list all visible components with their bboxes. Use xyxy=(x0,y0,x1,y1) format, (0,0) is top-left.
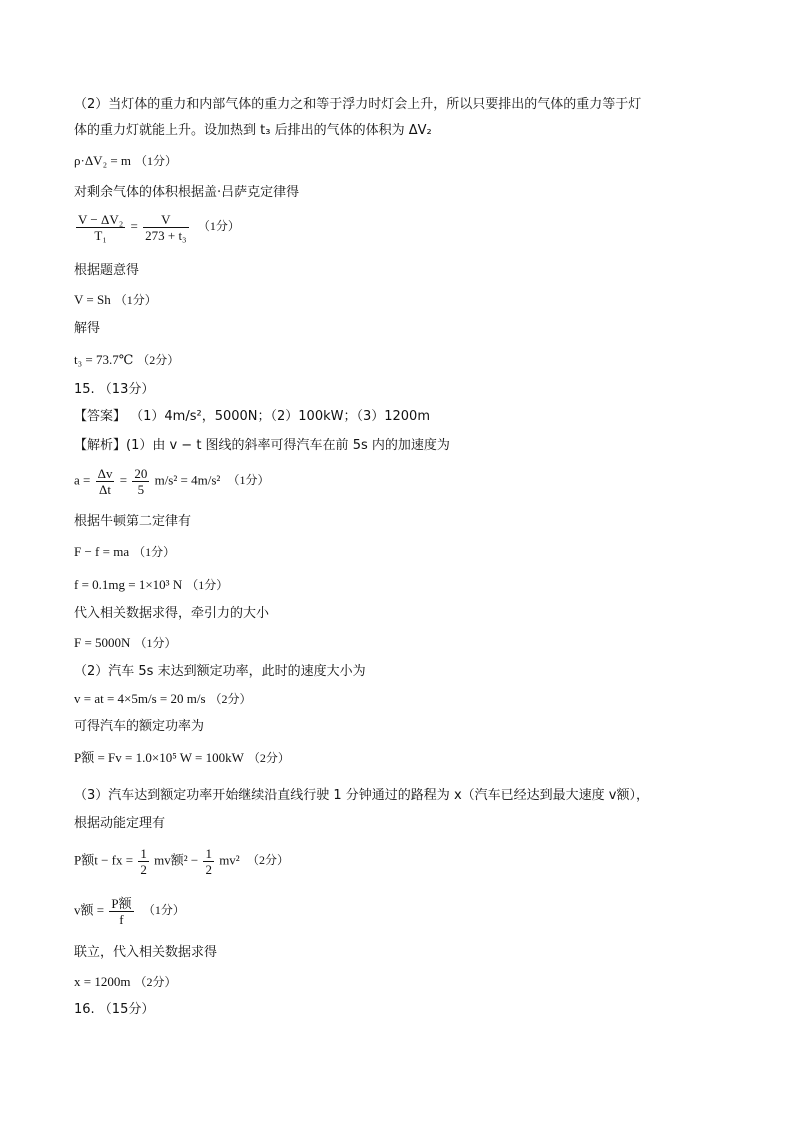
denominator: 273 + t₃ xyxy=(145,228,187,243)
score: （2分） xyxy=(209,692,252,706)
equation-prefix: P额t − fx = xyxy=(74,852,134,868)
fraction-left xyxy=(76,212,125,243)
fraction-20-5 xyxy=(132,466,149,497)
paragraph-2-line-1: （2）当灯体的重力和内部气体的重力之和等于浮力时灯会上升，所以只要排出的气体的重力等于灯 xyxy=(74,97,642,112)
numerator: 1 xyxy=(140,846,147,861)
numerator: V xyxy=(143,212,188,228)
score: （1分） xyxy=(133,545,176,559)
equation-suffix: m/s² = 4m/s² xyxy=(154,472,221,488)
numerator: Δv xyxy=(97,466,113,481)
text-part-2: （2）汽车 5s 末达到额定功率，此时的速度大小为 xyxy=(74,664,366,679)
equation-text: ρ·ΔV₂ = m xyxy=(74,153,132,168)
answer-line: 【答案】 （1）4m/s²，5000N；（2）100kW；（3）1200m xyxy=(74,409,430,424)
score: （1分） xyxy=(197,219,240,234)
fraction-dv-dt xyxy=(96,466,115,497)
equation-prefix: a = xyxy=(74,472,91,488)
equation-text: F − f = ma xyxy=(74,544,130,559)
numerator: P额 xyxy=(111,896,132,911)
numerator: 20 xyxy=(134,466,148,481)
equation-text: P额 = Fv = 1.0×10⁵ W = 100kW xyxy=(74,750,244,765)
equation-prefix: v额 = xyxy=(74,902,105,918)
paragraph-2-line-2: 体的重力灯就能上升。设加热到 t₃ 后排出的气体的体积为 ΔV₂ xyxy=(74,123,432,138)
equals-sign: = xyxy=(130,218,138,234)
equation-temperature xyxy=(74,351,179,369)
fraction-power-friction xyxy=(109,896,133,927)
equation-velocity xyxy=(74,690,252,708)
score: （1分） xyxy=(114,293,157,307)
equation-max-velocity xyxy=(74,896,185,927)
score: （2分） xyxy=(137,353,180,367)
score: （1分） xyxy=(135,154,178,168)
text-gay-lussac: 对剩余气体的体积根据盖·吕萨克定律得 xyxy=(74,185,300,200)
score: （2分） xyxy=(247,751,290,765)
equals-sign: = xyxy=(119,472,128,488)
text-combine: 联立，代入相关数据求得 xyxy=(74,945,218,960)
score: （2分） xyxy=(134,975,177,989)
text-traction: 代入相关数据求得，牵引力的大小 xyxy=(74,606,270,621)
equation-newton xyxy=(74,543,175,561)
equation-suffix: mv² xyxy=(219,852,240,868)
equation-text: x = 1200m xyxy=(74,974,131,989)
text-rated-power: 可得汽车的额定功率为 xyxy=(74,719,205,734)
score: （2分） xyxy=(246,853,289,868)
numerator: V − ΔV₂ xyxy=(78,212,124,227)
equation-text: v = at = 4×5m/s = 20 m/s xyxy=(74,691,206,706)
text-part-3: （3）汽车达到额定功率开始继续沿直线行驶 1 分钟通过的路程为 x（汽车已经达到最大速度 v额）， xyxy=(74,788,649,803)
score: （1分） xyxy=(142,903,185,918)
numerator: 1 xyxy=(205,846,212,861)
equation-friction xyxy=(74,576,228,594)
text-solve: 解得 xyxy=(74,321,101,336)
question-15-header: 15. （13分） xyxy=(74,382,155,397)
equation-distance xyxy=(74,973,176,991)
equation-acceleration xyxy=(74,466,270,497)
text-given: 根据题意得 xyxy=(74,263,140,278)
denominator: T₁ xyxy=(94,228,107,243)
equation-rated-power xyxy=(74,749,290,767)
equation-volume xyxy=(74,291,157,309)
text-kinetic-energy: 根据动能定理有 xyxy=(74,816,166,831)
equation-text: V = Sh xyxy=(74,292,111,307)
equation-kinetic-energy xyxy=(74,846,289,877)
equation-text: t₃ = 73.7℃ xyxy=(74,352,134,367)
denominator: f xyxy=(119,912,124,927)
score: （1分） xyxy=(186,578,229,592)
equation-density xyxy=(74,152,177,170)
denominator: 2 xyxy=(140,862,147,877)
fraction-half-2 xyxy=(203,846,214,877)
equation-text: F = 5000N xyxy=(74,635,131,650)
equation-gay-lussac xyxy=(74,212,240,243)
score: （1分） xyxy=(227,473,270,488)
text-newton: 根据牛顿第二定律有 xyxy=(74,514,192,529)
denominator: 5 xyxy=(137,482,145,497)
equation-text: f = 0.1mg = 1×10³ N xyxy=(74,577,183,592)
denominator: Δt xyxy=(99,482,112,497)
equation-traction xyxy=(74,634,176,652)
question-16-header: 16. （15分） xyxy=(74,1002,155,1017)
equation-middle: mv额² − xyxy=(154,852,199,868)
analysis-line: 【解析】(1）由 v − t 图线的斜率可得汽车在前 5s 内的加速度为 xyxy=(74,438,450,453)
denominator: 2 xyxy=(205,862,212,877)
score: （1分） xyxy=(134,636,177,650)
fraction-half-1 xyxy=(138,846,149,877)
fraction-right xyxy=(143,212,188,243)
